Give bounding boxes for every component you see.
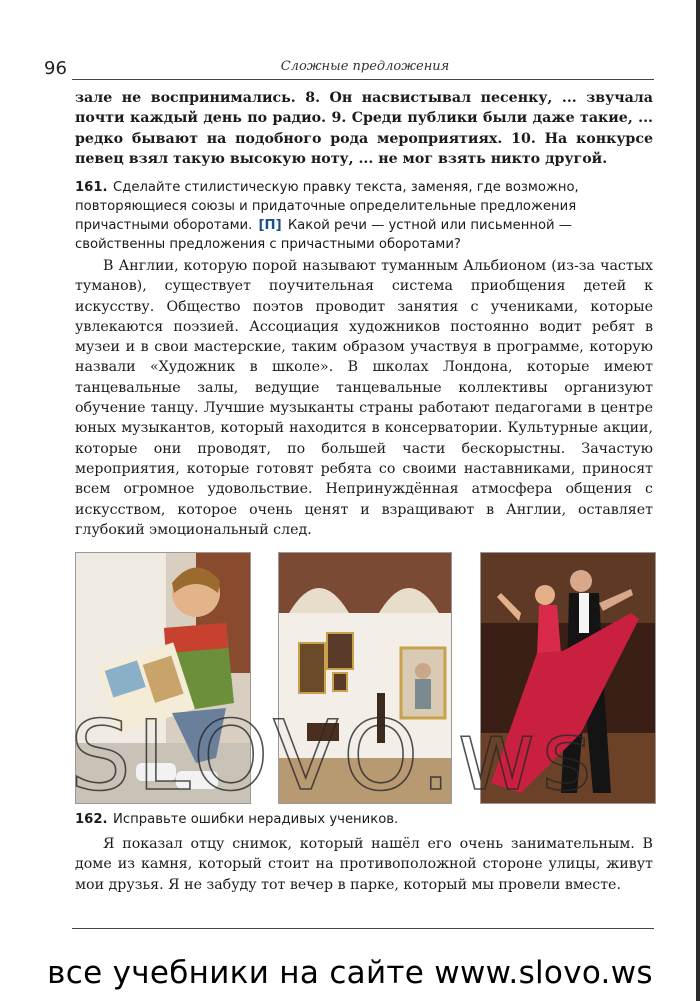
task-162-number: 162. <box>75 812 108 827</box>
footer-site-banner: все учебники на сайте www.slovo.ws <box>47 955 653 991</box>
page-edge-shadow <box>696 0 700 1001</box>
task-161-instruction-part1: Сделайте стилистическую правку текста, заменяя, где возможно, повторяющиеся союзы и придаточные определительные предложения причастными оборотами. <box>75 180 579 233</box>
task-161-text: В Англии, которую порой называют туманным Альбионом (из-за частых туманов), существует поучительная система приобщения детей к искусству. Общество поэтов проводит занятия с учениками, которые увлекаются поэзией. Ассоциация художников постоянно водит ребят в музеи и в свои мастерские, таким образом участвуя в программе, которую назвали «Художник в школе». В школах Лондона, которые имеют танцевальные залы, ведущие танцевальные коллективы организуют обучение танцу. Лучшие музыканты страны работают педагогами в центре юных музыкантов, который находится в консерватории. Культурные акции, которые они проводят, по большей части бескорыстны. Зачастую мероприятия, которые готовят ребята со своими наставниками, приносят всем огромное удовольствие. Непринуждённая атмосфера общения с искусством, которое очень ценят и взращивают в Англии, оставляет глубокий эмоциональный след. <box>75 258 653 538</box>
task-161-number: 161. <box>75 180 108 195</box>
task-162-text-block <box>75 834 653 895</box>
task-162 <box>75 810 655 829</box>
task-161 <box>75 178 655 254</box>
header-rule <box>72 79 654 80</box>
task-162-instruction: Исправьте ошибки нерадивых учеников. <box>113 812 399 827</box>
continued-exercise-text <box>75 88 653 169</box>
photo-ballroom-dancers <box>480 552 656 804</box>
continued-paragraph: зале не воспринимались. 8. Он насвистывал песенку, ... звучала почти каждый день по радио. 9. Среди публики были даже такие, ... редко бывают на подобного рода мероприятиях. 10. На конкурсе певец взял такую высокую ноту, ... не мог взять никто другой. <box>75 90 653 167</box>
photo-boy-reading <box>75 552 251 804</box>
running-title: Сложные предложения <box>280 59 450 74</box>
page-number: 96 <box>44 58 67 79</box>
speech-mark-p: [П] <box>258 218 282 233</box>
task-161-instruction-part2: Какой речи — устной или письменной — свойственны предложения с причастными оборотами? <box>75 218 572 252</box>
footer-rule <box>72 928 654 929</box>
task-161-text-block <box>75 256 653 540</box>
task-162-text: Я показал отцу снимок, который нашёл его очень занимательным. В доме из камня, который стоит на противоположной стороне улицы, живут мои друзья. Я не забуду тот вечер в парке, который мы провели вместе. <box>75 836 653 893</box>
photo-museum-gallery <box>278 552 452 804</box>
